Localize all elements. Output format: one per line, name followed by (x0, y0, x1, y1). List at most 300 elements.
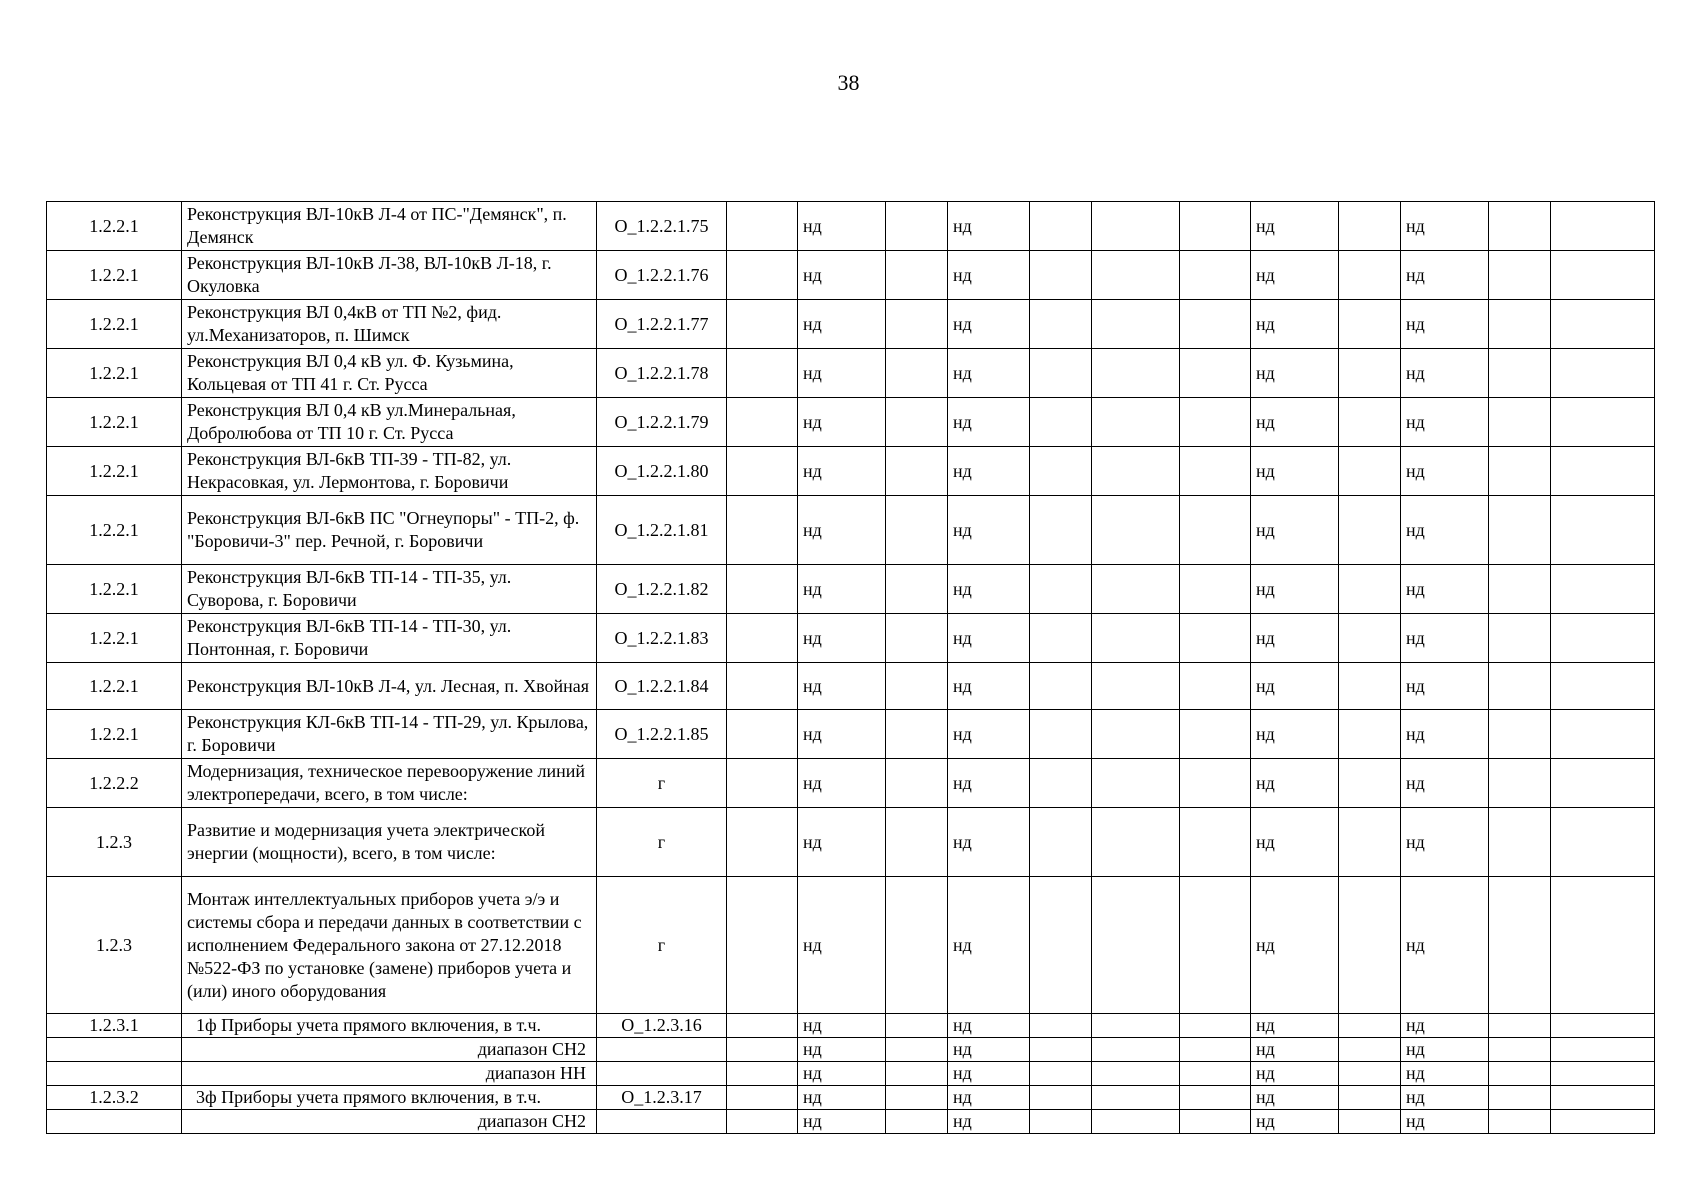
nd-cell: нд (1401, 398, 1489, 447)
empty-cell (1092, 759, 1180, 808)
empty-cell (727, 447, 798, 496)
empty-cell (1551, 663, 1655, 710)
row-code-cell: О_1.2.2.1.79 (597, 398, 727, 447)
nd-cell: нд (798, 300, 886, 349)
table-row (47, 349, 1655, 398)
empty-cell (1092, 1086, 1180, 1110)
empty-cell (886, 1014, 948, 1038)
nd-cell: нд (1251, 614, 1339, 663)
empty-cell (1030, 1110, 1092, 1134)
table-row (47, 759, 1655, 808)
nd-cell: нд (1251, 877, 1339, 1014)
nd-cell: нд (948, 710, 1030, 759)
empty-cell (1092, 1062, 1180, 1086)
row-number-cell: 1.2.2.1 (47, 398, 182, 447)
row-code-cell: г (597, 877, 727, 1014)
nd-cell: нд (1251, 1014, 1339, 1038)
nd-cell: нд (798, 1014, 886, 1038)
empty-cell (1180, 663, 1251, 710)
empty-cell (1489, 300, 1551, 349)
nd-cell: нд (798, 496, 886, 565)
empty-cell (1180, 759, 1251, 808)
empty-cell (1551, 1038, 1655, 1062)
row-code-cell (597, 1038, 727, 1062)
empty-cell (1489, 1062, 1551, 1086)
empty-cell (727, 1110, 798, 1134)
empty-cell (1092, 447, 1180, 496)
empty-cell (886, 1062, 948, 1086)
empty-cell (1489, 251, 1551, 300)
empty-cell (1489, 663, 1551, 710)
nd-cell: нд (1401, 202, 1489, 251)
empty-cell (1180, 398, 1251, 447)
nd-cell: нд (1251, 565, 1339, 614)
nd-cell: нд (798, 663, 886, 710)
empty-cell (886, 496, 948, 565)
nd-cell: нд (1251, 251, 1339, 300)
nd-cell: нд (798, 1086, 886, 1110)
row-code-cell: О_1.2.2.1.78 (597, 349, 727, 398)
empty-cell (1339, 251, 1401, 300)
nd-cell: нд (798, 710, 886, 759)
row-name-cell: 3ф Приборы учета прямого включения, в т.ч. (182, 1086, 597, 1110)
empty-cell (1092, 614, 1180, 663)
nd-cell: нд (1401, 447, 1489, 496)
empty-cell (1489, 1038, 1551, 1062)
empty-cell (1030, 1014, 1092, 1038)
nd-cell: нд (798, 877, 886, 1014)
investment-table (46, 201, 1655, 1134)
empty-cell (886, 251, 948, 300)
empty-cell (886, 565, 948, 614)
empty-cell (886, 710, 948, 759)
empty-cell (886, 1038, 948, 1062)
nd-cell: нд (798, 808, 886, 877)
row-code-cell: г (597, 808, 727, 877)
nd-cell: нд (1401, 877, 1489, 1014)
empty-cell (1339, 877, 1401, 1014)
row-code-cell: О_1.2.2.1.83 (597, 614, 727, 663)
table-row (47, 565, 1655, 614)
empty-cell (886, 877, 948, 1014)
empty-cell (1339, 1062, 1401, 1086)
table-row (47, 877, 1655, 1014)
empty-cell (1030, 663, 1092, 710)
empty-cell (1489, 349, 1551, 398)
empty-cell (1030, 877, 1092, 1014)
empty-cell (727, 565, 798, 614)
table-row (47, 663, 1655, 710)
nd-cell: нд (1251, 1086, 1339, 1110)
row-number-cell: 1.2.2.1 (47, 202, 182, 251)
empty-cell (886, 300, 948, 349)
empty-cell (1030, 202, 1092, 251)
row-number-cell: 1.2.2.1 (47, 496, 182, 565)
nd-cell: нд (948, 447, 1030, 496)
nd-cell: нд (1251, 300, 1339, 349)
empty-cell (1489, 398, 1551, 447)
nd-cell: нд (1251, 496, 1339, 565)
row-name-cell: Развитие и модернизация учета электрической энергии (мощности), всего, в том числе: (182, 808, 597, 877)
empty-cell (1092, 349, 1180, 398)
empty-cell (1030, 496, 1092, 565)
empty-cell (1551, 398, 1655, 447)
empty-cell (1180, 300, 1251, 349)
empty-cell (727, 496, 798, 565)
nd-cell: нд (1251, 202, 1339, 251)
nd-cell: нд (1251, 710, 1339, 759)
row-name-cell: Монтаж интеллектуальных приборов учета э/э и системы сбора и передачи данных в соответствии с исполнением Федерального закона от 27.12.2018 №522-ФЗ по установке (замене) приборов учета и (или) иного оборудования (182, 877, 597, 1014)
nd-cell: нд (798, 447, 886, 496)
row-number-cell (47, 1062, 182, 1086)
table-row (47, 1110, 1655, 1134)
empty-cell (1092, 398, 1180, 447)
empty-cell (1180, 1038, 1251, 1062)
row-name-cell: Реконструкция ВЛ-10кВ Л-38, ВЛ-10кВ Л-18, г. Окуловка (182, 251, 597, 300)
page-number: 38 (837, 70, 860, 95)
empty-cell (1030, 447, 1092, 496)
empty-cell (1339, 202, 1401, 251)
empty-cell (1092, 565, 1180, 614)
empty-cell (1551, 447, 1655, 496)
row-number-cell: 1.2.2.1 (47, 565, 182, 614)
nd-cell: нд (1401, 496, 1489, 565)
nd-cell: нд (948, 1038, 1030, 1062)
table-row (47, 710, 1655, 759)
nd-cell: нд (1401, 663, 1489, 710)
nd-cell: нд (798, 614, 886, 663)
row-name-cell: Реконструкция ВЛ 0,4 кВ ул. Ф. Кузьмина, Кольцевая от ТП 41 г. Ст. Русса (182, 349, 597, 398)
table-row (47, 614, 1655, 663)
row-number-cell: 1.2.2.2 (47, 759, 182, 808)
empty-cell (1489, 496, 1551, 565)
row-name-cell: Модернизация, техническое перевооружение линий электропередачи, всего, в том числе: (182, 759, 597, 808)
row-number-cell: 1.2.3 (47, 808, 182, 877)
row-code-cell (597, 1110, 727, 1134)
empty-cell (1551, 808, 1655, 877)
nd-cell: нд (798, 759, 886, 808)
nd-cell: нд (1251, 398, 1339, 447)
row-name-cell: Реконструкция ВЛ 0,4 кВ ул.Минеральная, Добролюбова от ТП 10 г. Ст. Русса (182, 398, 597, 447)
empty-cell (1180, 614, 1251, 663)
table-row (47, 1086, 1655, 1110)
table-row (47, 1014, 1655, 1038)
empty-cell (1489, 614, 1551, 663)
empty-cell (1030, 300, 1092, 349)
empty-cell (1030, 398, 1092, 447)
nd-cell: нд (1401, 614, 1489, 663)
row-name-cell: 1ф Приборы учета прямого включения, в т.ч. (182, 1014, 597, 1038)
nd-cell: нд (1401, 565, 1489, 614)
nd-cell: нд (1251, 1038, 1339, 1062)
row-number-cell: 1.2.3.1 (47, 1014, 182, 1038)
empty-cell (727, 759, 798, 808)
empty-cell (1030, 251, 1092, 300)
empty-cell (1030, 710, 1092, 759)
table-row (47, 202, 1655, 251)
empty-cell (727, 614, 798, 663)
nd-cell: нд (798, 1062, 886, 1086)
nd-cell: нд (1401, 300, 1489, 349)
empty-cell (886, 614, 948, 663)
empty-cell (727, 710, 798, 759)
row-code-cell: О_1.2.2.1.80 (597, 447, 727, 496)
empty-cell (1092, 251, 1180, 300)
nd-cell: нд (1251, 1110, 1339, 1134)
nd-cell: нд (798, 251, 886, 300)
empty-cell (886, 202, 948, 251)
empty-cell (727, 1086, 798, 1110)
row-number-cell: 1.2.2.1 (47, 251, 182, 300)
row-number-cell: 1.2.2.1 (47, 349, 182, 398)
row-name-cell: Реконструкция ВЛ-6кВ ТП-14 - ТП-35, ул. Суворова, г. Боровичи (182, 565, 597, 614)
row-name-cell: Реконструкция ВЛ-10кВ Л-4, ул. Лесная, п. Хвойная (182, 663, 597, 710)
row-code-cell: О_1.2.3.17 (597, 1086, 727, 1110)
empty-cell (1551, 877, 1655, 1014)
empty-cell (1180, 565, 1251, 614)
row-code-cell: О_1.2.2.1.82 (597, 565, 727, 614)
nd-cell: нд (1251, 349, 1339, 398)
empty-cell (1092, 496, 1180, 565)
empty-cell (727, 251, 798, 300)
nd-cell: нд (1251, 447, 1339, 496)
row-name-cell: Реконструкция ВЛ-6кВ ТП-14 - ТП-30, ул. Понтонная, г. Боровичи (182, 614, 597, 663)
empty-cell (1180, 808, 1251, 877)
row-number-cell (47, 1110, 182, 1134)
nd-cell: нд (948, 1110, 1030, 1134)
row-code-cell: О_1.2.3.16 (597, 1014, 727, 1038)
nd-cell: нд (798, 1038, 886, 1062)
empty-cell (1092, 1038, 1180, 1062)
nd-cell: нд (948, 759, 1030, 808)
row-number-cell: 1.2.2.1 (47, 614, 182, 663)
empty-cell (886, 759, 948, 808)
empty-cell (1489, 447, 1551, 496)
empty-cell (727, 1014, 798, 1038)
empty-cell (1180, 710, 1251, 759)
table-row (47, 398, 1655, 447)
empty-cell (1092, 300, 1180, 349)
nd-cell: нд (948, 614, 1030, 663)
empty-cell (886, 447, 948, 496)
nd-cell: нд (1401, 759, 1489, 808)
empty-cell (1551, 565, 1655, 614)
nd-cell: нд (948, 251, 1030, 300)
empty-cell (1030, 1062, 1092, 1086)
empty-cell (1030, 808, 1092, 877)
table-row (47, 447, 1655, 496)
empty-cell (1339, 808, 1401, 877)
empty-cell (1030, 1038, 1092, 1062)
empty-cell (1092, 1014, 1180, 1038)
empty-cell (1551, 1086, 1655, 1110)
nd-cell: нд (948, 496, 1030, 565)
empty-cell (1339, 496, 1401, 565)
row-number-cell: 1.2.2.1 (47, 663, 182, 710)
nd-cell: нд (1401, 710, 1489, 759)
empty-cell (1092, 808, 1180, 877)
empty-cell (1092, 202, 1180, 251)
empty-cell (1551, 1014, 1655, 1038)
row-number-cell: 1.2.2.1 (47, 710, 182, 759)
row-number-cell: 1.2.2.1 (47, 300, 182, 349)
empty-cell (886, 398, 948, 447)
empty-cell (886, 808, 948, 877)
empty-cell (1551, 1062, 1655, 1086)
empty-cell (727, 300, 798, 349)
empty-cell (1489, 565, 1551, 614)
empty-cell (1180, 1110, 1251, 1134)
nd-cell: нд (948, 877, 1030, 1014)
empty-cell (1489, 808, 1551, 877)
empty-cell (1339, 1014, 1401, 1038)
empty-cell (1551, 1110, 1655, 1134)
empty-cell (1551, 251, 1655, 300)
nd-cell: нд (1401, 1110, 1489, 1134)
empty-cell (727, 663, 798, 710)
empty-cell (1030, 349, 1092, 398)
table-body (47, 202, 1655, 1134)
nd-cell: нд (1401, 1062, 1489, 1086)
nd-cell: нд (1401, 1038, 1489, 1062)
row-code-cell: г (597, 759, 727, 808)
empty-cell (1339, 663, 1401, 710)
nd-cell: нд (948, 663, 1030, 710)
nd-cell: нд (1251, 1062, 1339, 1086)
empty-cell (1180, 1014, 1251, 1038)
empty-cell (1180, 1086, 1251, 1110)
empty-cell (886, 1110, 948, 1134)
empty-cell (1339, 349, 1401, 398)
empty-cell (886, 349, 948, 398)
table-row (47, 808, 1655, 877)
nd-cell: нд (948, 398, 1030, 447)
empty-cell (1489, 759, 1551, 808)
nd-cell: нд (948, 1062, 1030, 1086)
empty-cell (1339, 1110, 1401, 1134)
empty-cell (1030, 565, 1092, 614)
table-row (47, 300, 1655, 349)
empty-cell (1339, 447, 1401, 496)
row-name-cell: диапазон СН2 (182, 1038, 597, 1062)
empty-cell (1180, 202, 1251, 251)
empty-cell (1339, 398, 1401, 447)
empty-cell (1180, 877, 1251, 1014)
empty-cell (1030, 614, 1092, 663)
empty-cell (1180, 447, 1251, 496)
empty-cell (1551, 614, 1655, 663)
row-name-cell: Реконструкция КЛ-6кВ ТП-14 - ТП-29, ул. Крылова, г. Боровичи (182, 710, 597, 759)
empty-cell (1092, 1110, 1180, 1134)
row-name-cell: диапазон НН (182, 1062, 597, 1086)
empty-cell (1489, 1086, 1551, 1110)
nd-cell: нд (1401, 1014, 1489, 1038)
empty-cell (1489, 1110, 1551, 1134)
row-number-cell: 1.2.3.2 (47, 1086, 182, 1110)
empty-cell (1339, 614, 1401, 663)
nd-cell: нд (798, 565, 886, 614)
empty-cell (1030, 1086, 1092, 1110)
empty-cell (1489, 877, 1551, 1014)
empty-cell (1551, 349, 1655, 398)
row-name-cell: диапазон СН2 (182, 1110, 597, 1134)
nd-cell: нд (948, 808, 1030, 877)
row-name-cell: Реконструкция ВЛ-6кВ ТП-39 - ТП-82, ул. Некрасовкая, ул. Лермонтова, г. Боровичи (182, 447, 597, 496)
empty-cell (1339, 565, 1401, 614)
empty-cell (1092, 663, 1180, 710)
nd-cell: нд (948, 565, 1030, 614)
row-code-cell: О_1.2.2.1.75 (597, 202, 727, 251)
nd-cell: нд (1251, 808, 1339, 877)
nd-cell: нд (1251, 663, 1339, 710)
empty-cell (1489, 1014, 1551, 1038)
nd-cell: нд (1401, 349, 1489, 398)
nd-cell: нд (948, 300, 1030, 349)
row-code-cell: О_1.2.2.1.81 (597, 496, 727, 565)
empty-cell (727, 1062, 798, 1086)
row-name-cell: Реконструкция ВЛ-6кВ ПС "Огнеупоры" - ТП-2, ф. "Боровичи-3" пер. Речной, г. Боровичи (182, 496, 597, 565)
empty-cell (1551, 300, 1655, 349)
empty-cell (1180, 1062, 1251, 1086)
empty-cell (1339, 1038, 1401, 1062)
nd-cell: нд (1401, 1086, 1489, 1110)
nd-cell: нд (798, 202, 886, 251)
row-code-cell: О_1.2.2.1.77 (597, 300, 727, 349)
empty-cell (1339, 759, 1401, 808)
empty-cell (1551, 202, 1655, 251)
empty-cell (727, 349, 798, 398)
table-row (47, 496, 1655, 565)
empty-cell (1551, 496, 1655, 565)
row-name-cell: Реконструкция ВЛ-10кВ Л-4 от ПС-"Демянск", п. Демянск (182, 202, 597, 251)
empty-cell (886, 663, 948, 710)
nd-cell: нд (948, 349, 1030, 398)
empty-cell (886, 1086, 948, 1110)
empty-cell (1339, 300, 1401, 349)
nd-cell: нд (798, 1110, 886, 1134)
row-code-cell: О_1.2.2.1.85 (597, 710, 727, 759)
nd-cell: нд (798, 349, 886, 398)
nd-cell: нд (1401, 808, 1489, 877)
row-code-cell: О_1.2.2.1.84 (597, 663, 727, 710)
row-code-cell: О_1.2.2.1.76 (597, 251, 727, 300)
table-row (47, 1038, 1655, 1062)
empty-cell (727, 398, 798, 447)
empty-cell (1551, 759, 1655, 808)
nd-cell: нд (948, 1086, 1030, 1110)
nd-cell: нд (948, 202, 1030, 251)
row-code-cell (597, 1062, 727, 1086)
empty-cell (1489, 710, 1551, 759)
empty-cell (1180, 251, 1251, 300)
empty-cell (1180, 349, 1251, 398)
empty-cell (727, 202, 798, 251)
nd-cell: нд (1251, 759, 1339, 808)
row-name-cell: Реконструкция ВЛ 0,4кВ от ТП №2, фид. ул.Механизаторов, п. Шимск (182, 300, 597, 349)
row-number-cell (47, 1038, 182, 1062)
empty-cell (1180, 496, 1251, 565)
empty-cell (1339, 710, 1401, 759)
row-number-cell: 1.2.3 (47, 877, 182, 1014)
empty-cell (727, 1038, 798, 1062)
empty-cell (1489, 202, 1551, 251)
empty-cell (727, 808, 798, 877)
nd-cell: нд (798, 398, 886, 447)
empty-cell (1030, 759, 1092, 808)
table-row (47, 1062, 1655, 1086)
empty-cell (1092, 877, 1180, 1014)
table-row (47, 251, 1655, 300)
